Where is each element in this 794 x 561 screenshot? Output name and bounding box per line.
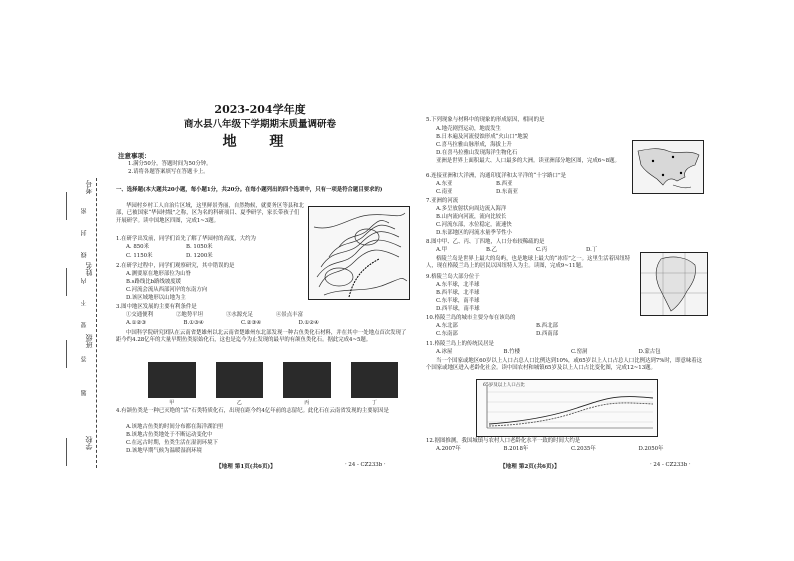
exam-title: 商水县八年级下学期期末质量调研卷 (183, 119, 336, 130)
q3-options-row (126, 320, 356, 327)
question-1: 1.在研学出发前，同学们首先了解了华园村的高度，大约为 (116, 236, 256, 242)
question-8: 8.图中甲、乙、丙、丁四地，人口分布较稀疏的是 (426, 239, 545, 245)
q6-options-row (436, 189, 556, 196)
photo-caption: 甲 (169, 400, 175, 406)
chart-title: 65岁及以上人口占比 (483, 383, 525, 388)
q8-option-c: C.丙 (536, 247, 548, 253)
q3-option-b: B.①③④ (183, 320, 204, 326)
passage-4: 格陵兰岛是世界上最大的岛屿，也是地球上最大的“冰库”之一。这里生活着因纽特人，现在格陵兰岛上的居民以因纽特人为主。读图，完成9~11题。 (426, 256, 631, 270)
q3-items-row (126, 312, 326, 319)
q11-option-b: B.竹楼 (503, 349, 520, 355)
q3-item: ④景点丰富 (276, 312, 303, 318)
photo-caption: 丙 (304, 400, 310, 406)
q9-option-d: D.西半球，南半球 (436, 306, 480, 312)
seal-line (96, 178, 97, 468)
q2-option-a: A.测要原在地形部位为山脊 (126, 271, 191, 277)
class-blank (66, 340, 67, 368)
asia-map-outline (633, 141, 703, 193)
q6-option-c: C.南亚 (436, 189, 453, 195)
asia-map (632, 140, 704, 194)
q6-option-d: D.东南亚 (496, 189, 519, 195)
contour-map (308, 206, 410, 300)
q10-option-d: D.西南部 (536, 331, 559, 337)
contour-lines (309, 207, 409, 299)
q11-option-a: A.冰屋 (436, 349, 453, 355)
q12-option-d: D.2050年 (638, 446, 664, 452)
q3-option-c: C.②③④ (241, 320, 262, 326)
binding-margin (0, 0, 108, 561)
notes-item: 2.请将各题答案填写在答题卡上。 (128, 169, 209, 175)
q3-item: ①交通便利 (126, 312, 153, 318)
q8-options-row (436, 247, 636, 254)
q6-option-b: B.西亚 (496, 181, 513, 187)
aging-chart-plot (477, 380, 657, 436)
question-6: 6.连接亚洲和大洋洲，沟通印度洋和太平洋的“十字路口”是 (426, 173, 567, 179)
q1-option-c: C. 1150米 (126, 253, 153, 259)
q5-option-d: D.在喜马拉雅山发现海洋生物化石 (436, 150, 518, 156)
question-2: 2.在研学过程中，同学们观察研究，其中错误的是 (116, 263, 235, 269)
q6-options-row (436, 181, 556, 188)
fossil-photo (216, 362, 264, 406)
q12-option-b: B.2018年 (503, 446, 529, 452)
q7-option-d: D.东部地区的河流水量季节性小 (436, 230, 512, 236)
notes-heading: 注意事项： (118, 152, 151, 160)
seal-char: 不 (81, 300, 88, 306)
photo-caption: 乙 (236, 400, 242, 406)
question-3: 3.图中地区发展的主要有利条件是 (116, 304, 197, 310)
q5-option-c: C.喜马拉雅山脉形成，海拔上升 (436, 142, 512, 148)
q3-option-d: D.①②④ (298, 320, 319, 326)
q7-option-b: B.山内流向河流，流向比较长 (436, 214, 507, 220)
q3-item: ③水源充足 (226, 312, 253, 318)
q2-option-b: B.s路线比b路线坡度缓 (126, 279, 182, 285)
passage-3: 亚洲是世界上面积最大、人口最多的大洲。读亚洲部分地区图，完成6~8题。 (436, 158, 620, 164)
question-12: 12.据图推测，我国城镇与农村人口老龄化水平一致的时间大约是 (426, 438, 581, 444)
q12-options-row (436, 446, 706, 453)
number-blank (66, 192, 67, 220)
fossil-photo (283, 362, 331, 406)
passage-1: 华园村乡村工人自治片区域，这里鲜景秀丽，自然物候，就要务区等县和北部，已被国家“华园村级”之称，区为名的科研项目、夏季研学，家长带孩子们开展研学。读中国地区四图，完成1~3题。 (116, 203, 304, 224)
question-4: 4.有颌鱼类是一种已灭绝的“活”石类特质化石，出现在距今约4亿年前的志留纪。此化石在云南省发现的主要原因是 (116, 408, 389, 414)
binding-class-label: 班级 (85, 334, 93, 348)
q10-option-b: B.西北部 (536, 323, 558, 329)
q4-option-c: C.在远古时期，鱼类生活在湿润环境下 (126, 440, 218, 446)
greenland-outline (641, 253, 707, 315)
exam-subject: 地 理 (222, 134, 298, 150)
q1-option-a: A. 850米 (126, 244, 149, 250)
q12-option-c: C.2035年 (571, 446, 596, 452)
seal-char: 题 (81, 390, 88, 396)
exam-notes (118, 152, 408, 176)
q2-option-d: D.该区域地形以山地为主 (126, 295, 186, 301)
question-9: 9.格陵兰岛大部分位于 (426, 274, 480, 280)
binding-name-label: 姓名 (85, 262, 93, 276)
seal-char: 线 (81, 252, 88, 258)
q10-options-row (436, 331, 636, 338)
page-2-label: 【地理 第2页(共6页)】 (500, 464, 560, 470)
q9-option-a: A.东半球，北半球 (436, 282, 480, 288)
notes-item: 1.满分50分，答题时间为50分钟。 (128, 161, 212, 167)
q4-option-d: D.该地早期气候为温暖湿润环境 (126, 448, 202, 454)
q7-option-c: C.河流东部，水位稳定，流速快 (436, 222, 512, 228)
seal-char: 答 (81, 356, 88, 362)
q10-option-c: C.东南部 (436, 331, 458, 337)
q8-option-d: D.丁 (586, 247, 598, 253)
page-1-label: 【地理 第1页(共6页)】 (216, 464, 276, 470)
binding-school-label: 学校 (85, 436, 93, 450)
q4-option-b: B.该地古鱼类地处于不断运动变化中 (126, 432, 213, 438)
fossil-photo (351, 362, 399, 406)
question-5: 5.下列现象与材料中的现象的形成原因，相同的是 (426, 117, 545, 123)
q4-option-a: A.该地古鱼类的时间分布都在海洋湖泊里 (126, 424, 224, 430)
q1-option-d: D. 1200米 (186, 253, 213, 259)
q10-option-a: A.东北部 (436, 323, 458, 329)
q11-options-row (436, 349, 706, 356)
q5-option-b: B.日本遍及河流侵蚀形成“火山口”地貌 (436, 134, 529, 140)
school-blank (66, 438, 67, 466)
aging-chart (476, 379, 658, 437)
question-11: 11.格陵兰岛上的传统民居是 (426, 341, 494, 347)
question-10: 10.格陵兰岛的城市主要分布在该岛的 (426, 315, 516, 321)
q3-item: ②地势平坦 (176, 312, 203, 318)
q5-option-a: A.地壳剧烈运动，地震发生 (436, 126, 501, 132)
fossil-photo (148, 362, 196, 406)
q1-options-row (126, 253, 246, 260)
page-2-code: · 24 - CZ233b · (650, 462, 691, 468)
q9-option-b: B.西半球，北半球 (436, 290, 480, 296)
q8-option-b: B.乙 (486, 247, 498, 253)
q2-option-c: C.河流会流从西部河岸的东南方向 (126, 287, 208, 293)
exam-year: 2023-204学年度 (214, 103, 306, 116)
seal-char: 密 (81, 208, 88, 214)
q1-options-row (126, 244, 246, 251)
page-1-code: · 24 - CZ233b · (345, 462, 386, 468)
q12-option-a: A.2007年 (436, 446, 461, 452)
photo-caption: 丁 (371, 400, 377, 406)
binding-number-label: 考号 (85, 180, 93, 194)
section-heading: 一、选择题(本大题共20小题，每小题1分，共20分。在每小题列出的四个选项中，只有一项是符合题目要求的) (116, 187, 383, 193)
q1-option-b: B. 1050米 (186, 244, 213, 250)
q9-option-c: C.东半球，南半球 (436, 298, 480, 304)
passage-5: 当一个国家或地区60岁以上人口占总人口比例达到10%，或65岁以上人口占总人口比例达到7%时，即意味着这个国家或地区进入老龄化社会。读中国农村和城镇65岁及以上人口占比变化图，完成12~13题。 (426, 358, 703, 372)
q8-option-a: A.甲 (436, 247, 447, 253)
greenland-map (640, 252, 708, 316)
q11-option-d: D.蒙古包 (638, 349, 661, 355)
q3-option-a: A.①②③ (126, 320, 147, 326)
question-7: 7.亚洲的河流 (426, 198, 459, 204)
passage-2: 中国科学院研究团队在云南省楚雄州以北云南省楚雄州东北部发现一种古鱼类化石材料，并在其中一处地点首次发现了距今约4.28亿年的大量早期鱼类原始化石，这也是迄今为止发现的最早的有颌鱼类化石。据此完成4~5题。 (116, 330, 407, 344)
fossil-photos (148, 362, 398, 406)
seal-char: 要 (81, 322, 88, 328)
q6-option-a: A.东亚 (436, 181, 453, 187)
q11-option-c: C.窑洞 (571, 349, 588, 355)
name-blank (66, 268, 67, 296)
q10-options-row (436, 323, 636, 330)
q7-option-a: A.多呈放射状向周边流入海洋 (436, 206, 507, 212)
seal-char: 封 (81, 230, 88, 236)
seal-char: 内 (81, 278, 88, 284)
